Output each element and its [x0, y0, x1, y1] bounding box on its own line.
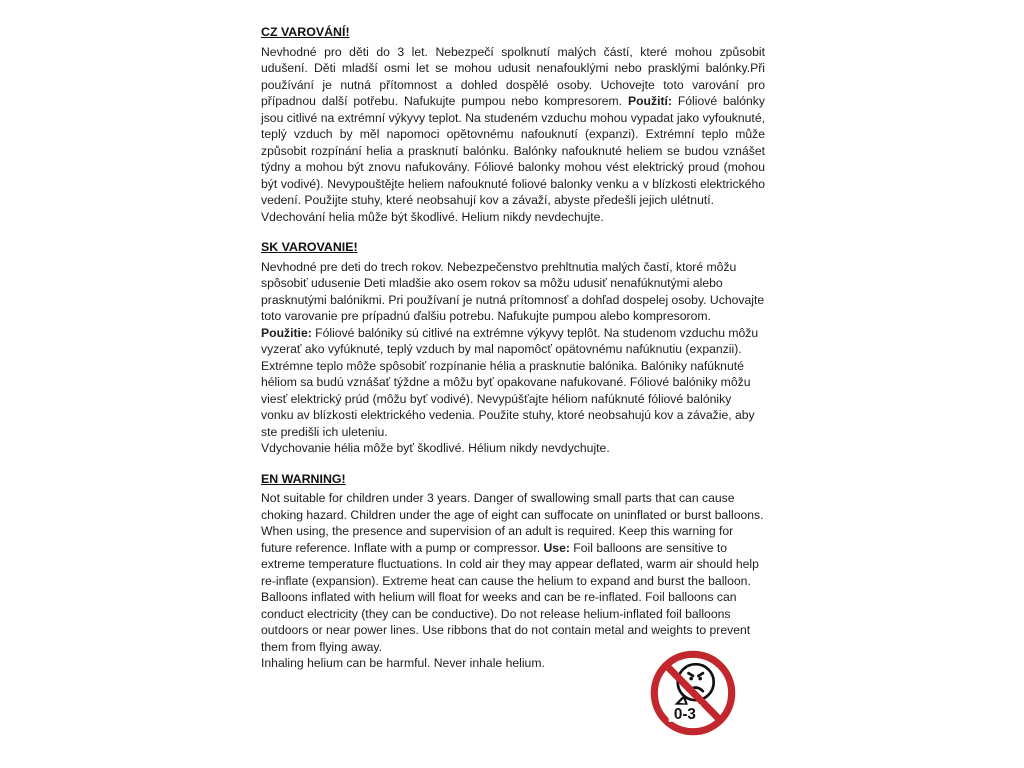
bold-keyword-en: Use:: [543, 540, 570, 555]
bold-keyword-cz: Použití:: [627, 94, 672, 108]
warning-text-column: [261, 24, 765, 672]
section-body-sk: [261, 259, 765, 441]
section-cz-warning: [261, 24, 765, 225]
section-body-en: [261, 490, 765, 655]
body-text-cz-before: Nevhodné pro děti do 3 let. Nebezpečí spolknutí malých částí, které mohou způsobit udušení. Děti mladší osmi let se mohou udusit nenafouklými nebo prasklými balónky.Při používání je nutná přítomnost a dohled dospělé osoby. Uchovejte toto varování pro případnou další potřebu. Nafukujte pumpou nebo kompresorem.: [261, 44, 765, 108]
section-heading-cz: CZ VAROVÁNÍ!: [261, 25, 350, 39]
section-heading-en: EN WARNING!: [261, 471, 346, 486]
body-text-en-after: Foil balloons are sensitive to extreme temperature fluctuations. In cold air they may appear deflated, warm air should help re-inflate (expansion). Extreme heat can cause the helium to expand and burst the balloon. Balloons inflated with helium will float for weeks and can be re-inflated. Foil balloons can conduct electricity (they can be conductive). Do not release helium-inflated foil balloons outdoors or near power lines. Use ribbons that do not contain metal and weights to prevent them from flying away.: [261, 540, 759, 654]
balloon-right-eye: [698, 677, 702, 681]
section-heading-sk: SK VAROVANIE!: [261, 240, 358, 254]
body-text-cz-after: Fóliové balónky jsou citlivé na extrémní výkyvy teplot. Na studeném vzduchu mohou vypadat jako vyfouknuté, teplý vzduch by měl napomoci opětovnému nafouknutí (expanzi). Extrémní teplo může způsobit rozpínání helia a prasknutí balónku. Balónky nafouknuté heliem se budou vznášet týdny a mohou být znovu nafukovány. Fóliové balonky mohou vést elektrický proud (mohou být vodivé). Nevypouštějte heliem nafouknuté foliové balonky venku a v blízkosti elektrického vedení. Použijte stuhy, které neobsahují kov a závaží, abyste předešli jejich ulétnutí.: [261, 94, 765, 207]
section-footer-sk: Vdychovanie hélia môže byť škodlivé. Hélium nikdy nevdychujte.: [261, 441, 610, 455]
section-footer-cz: Vdechování helia může být škodlivé. Helium nikdy nevdechujte.: [261, 209, 604, 224]
body-text-en-before: Not suitable for children under 3 years. Danger of swallowing small parts that can cause choking hazard. Children under the age of eight can suffocate on uninflated or burst balloons. When using, the presence and supervision of an adult is required. Keep this warning for future reference. Inflate with a pump or compressor.: [261, 491, 764, 555]
balloon-left-eye: [689, 677, 693, 681]
section-sk-warning: [261, 239, 765, 457]
section-en-warning: [261, 471, 765, 672]
section-footer-en: Inhaling helium can be harmful. Never inhale helium.: [261, 656, 545, 670]
prohibition-sign-icon: [648, 648, 738, 738]
age-restriction-0-3-icon: [648, 648, 738, 738]
age-label: 0-3: [673, 706, 696, 724]
body-text-sk-before: Nevhodné pre deti do trech rokov. Nebezpečenstvo prehltnutia malých častí, ktoré môžu spôsobiť udusenie Deti mladšie ako osem rokov sa môžu udusiť nenafúknutými alebo prasknutými balónikmi. Pri používaní je nutná prítomnosť a dohľad dospelej osoby. Uchovajte toto varovanie pre prípadnú ďalšiu potrebu. Nafukujte pumpou alebo kompresorom.: [261, 259, 765, 323]
body-text-sk-after: Fóliové balóniky sú citlivé na extrémne výkyvy teplôt. Na studenom vzduchu môžu vyzerať ako vyfúknuté, teplý vzduch by mal napomôcť opätovnému nafúknutiu (expanzii). Extrémne teplo môže spôsobiť rozpínanie hélia a prasknutie balónika. Balóniky nafúknuté héliom sa budú vznášať týždne a môžu byť opakovane nafukované. Fóliové balóniky môžu viesť elektrický prúd (môžu byť vodivé). Nevypúšťajte héliom nafúknuté fóliové balóniky vonku av blízkosti elektrického vedenia. Použite stuhy, ktoré neobsahujú kov a závažie, aby ste predišli ich uleteniu.: [261, 325, 759, 439]
bold-keyword-sk: Použitie:: [261, 325, 312, 340]
section-body-cz: [261, 44, 765, 209]
